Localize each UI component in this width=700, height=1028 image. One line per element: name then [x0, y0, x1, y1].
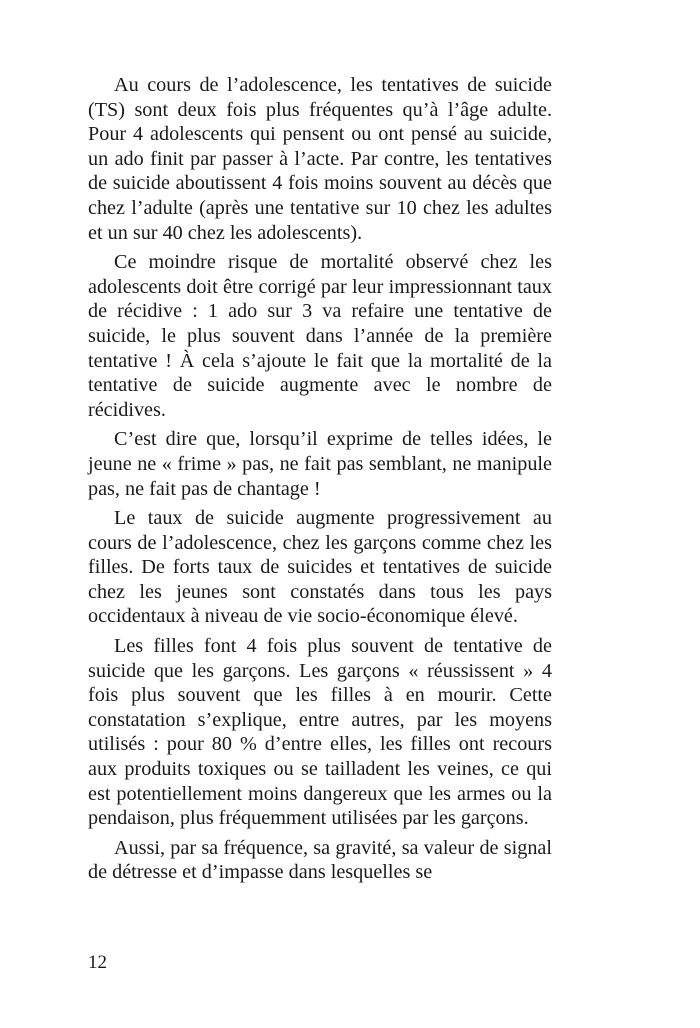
paragraph-suicide-rate-increase: Le taux de suicide augmente progressivement au cours de l’adolescence, chez les garçons comme chez les filles. De forts taux de suicides et tentatives de suicide chez les jeunes sont constatés dans tous les pays occidentaux à niveau de vie socio-économique élevé. [88, 507, 552, 628]
page-body [88, 73, 552, 890]
page-number: 12 [88, 952, 107, 973]
paragraph-girls-vs-boys: Les filles font 4 fois plus souvent de tentative de suicide que les garçons. Les garçons « réussissent » 4 fois plus souvent que les filles à en mourir. Cette constatation s’explique, entre autres, par les moyens utilisés : pour 80 % d’entre elles, les filles ont recours aux produits toxiques ou se tailladent les veines, ce qui est potentiellement moins dangereux que les armes ou la pendaison, plus fréquemment utilisées par les garçons. [88, 635, 552, 830]
paragraph-recidivism-rate: Ce moindre risque de mortalité observé chez les adolescents doit être corrigé par leur impressionnant taux de récidive : 1 ado sur 3 va refaire une tentative de suicide, le plus souvent dans l’année de la première tentative ! À cela s’ajoute le fait que la mortalité de la tentative de suicide augmente avec le nombre de récidives. [88, 251, 552, 421]
paragraph-conclusion-start: Aussi, par sa fréquence, sa gravité, sa valeur de signal de détresse et d’impasse dans lesquelles se [88, 836, 552, 884]
paragraph-not-faking: C’est dire que, lorsqu’il exprime de telles idées, le jeune ne « frime » pas, ne fait pas semblant, ne manipule pas, ne fait pas de chantage ! [88, 428, 552, 500]
paragraph-adolescent-suicide-attempts: Au cours de l’adolescence, les tentatives de suicide (TS) sont deux fois plus fréquentes qu’à l’âge adulte. Pour 4 adolescents qui pensent ou ont pensé au suicide, un ado finit par passer à l’acte. Par contre, les tentatives de suicide aboutissent 4 fois moins souvent au décès que chez l’adulte (après une tentative sur 10 chez les adultes et un sur 40 chez les adolescents). [88, 74, 552, 244]
